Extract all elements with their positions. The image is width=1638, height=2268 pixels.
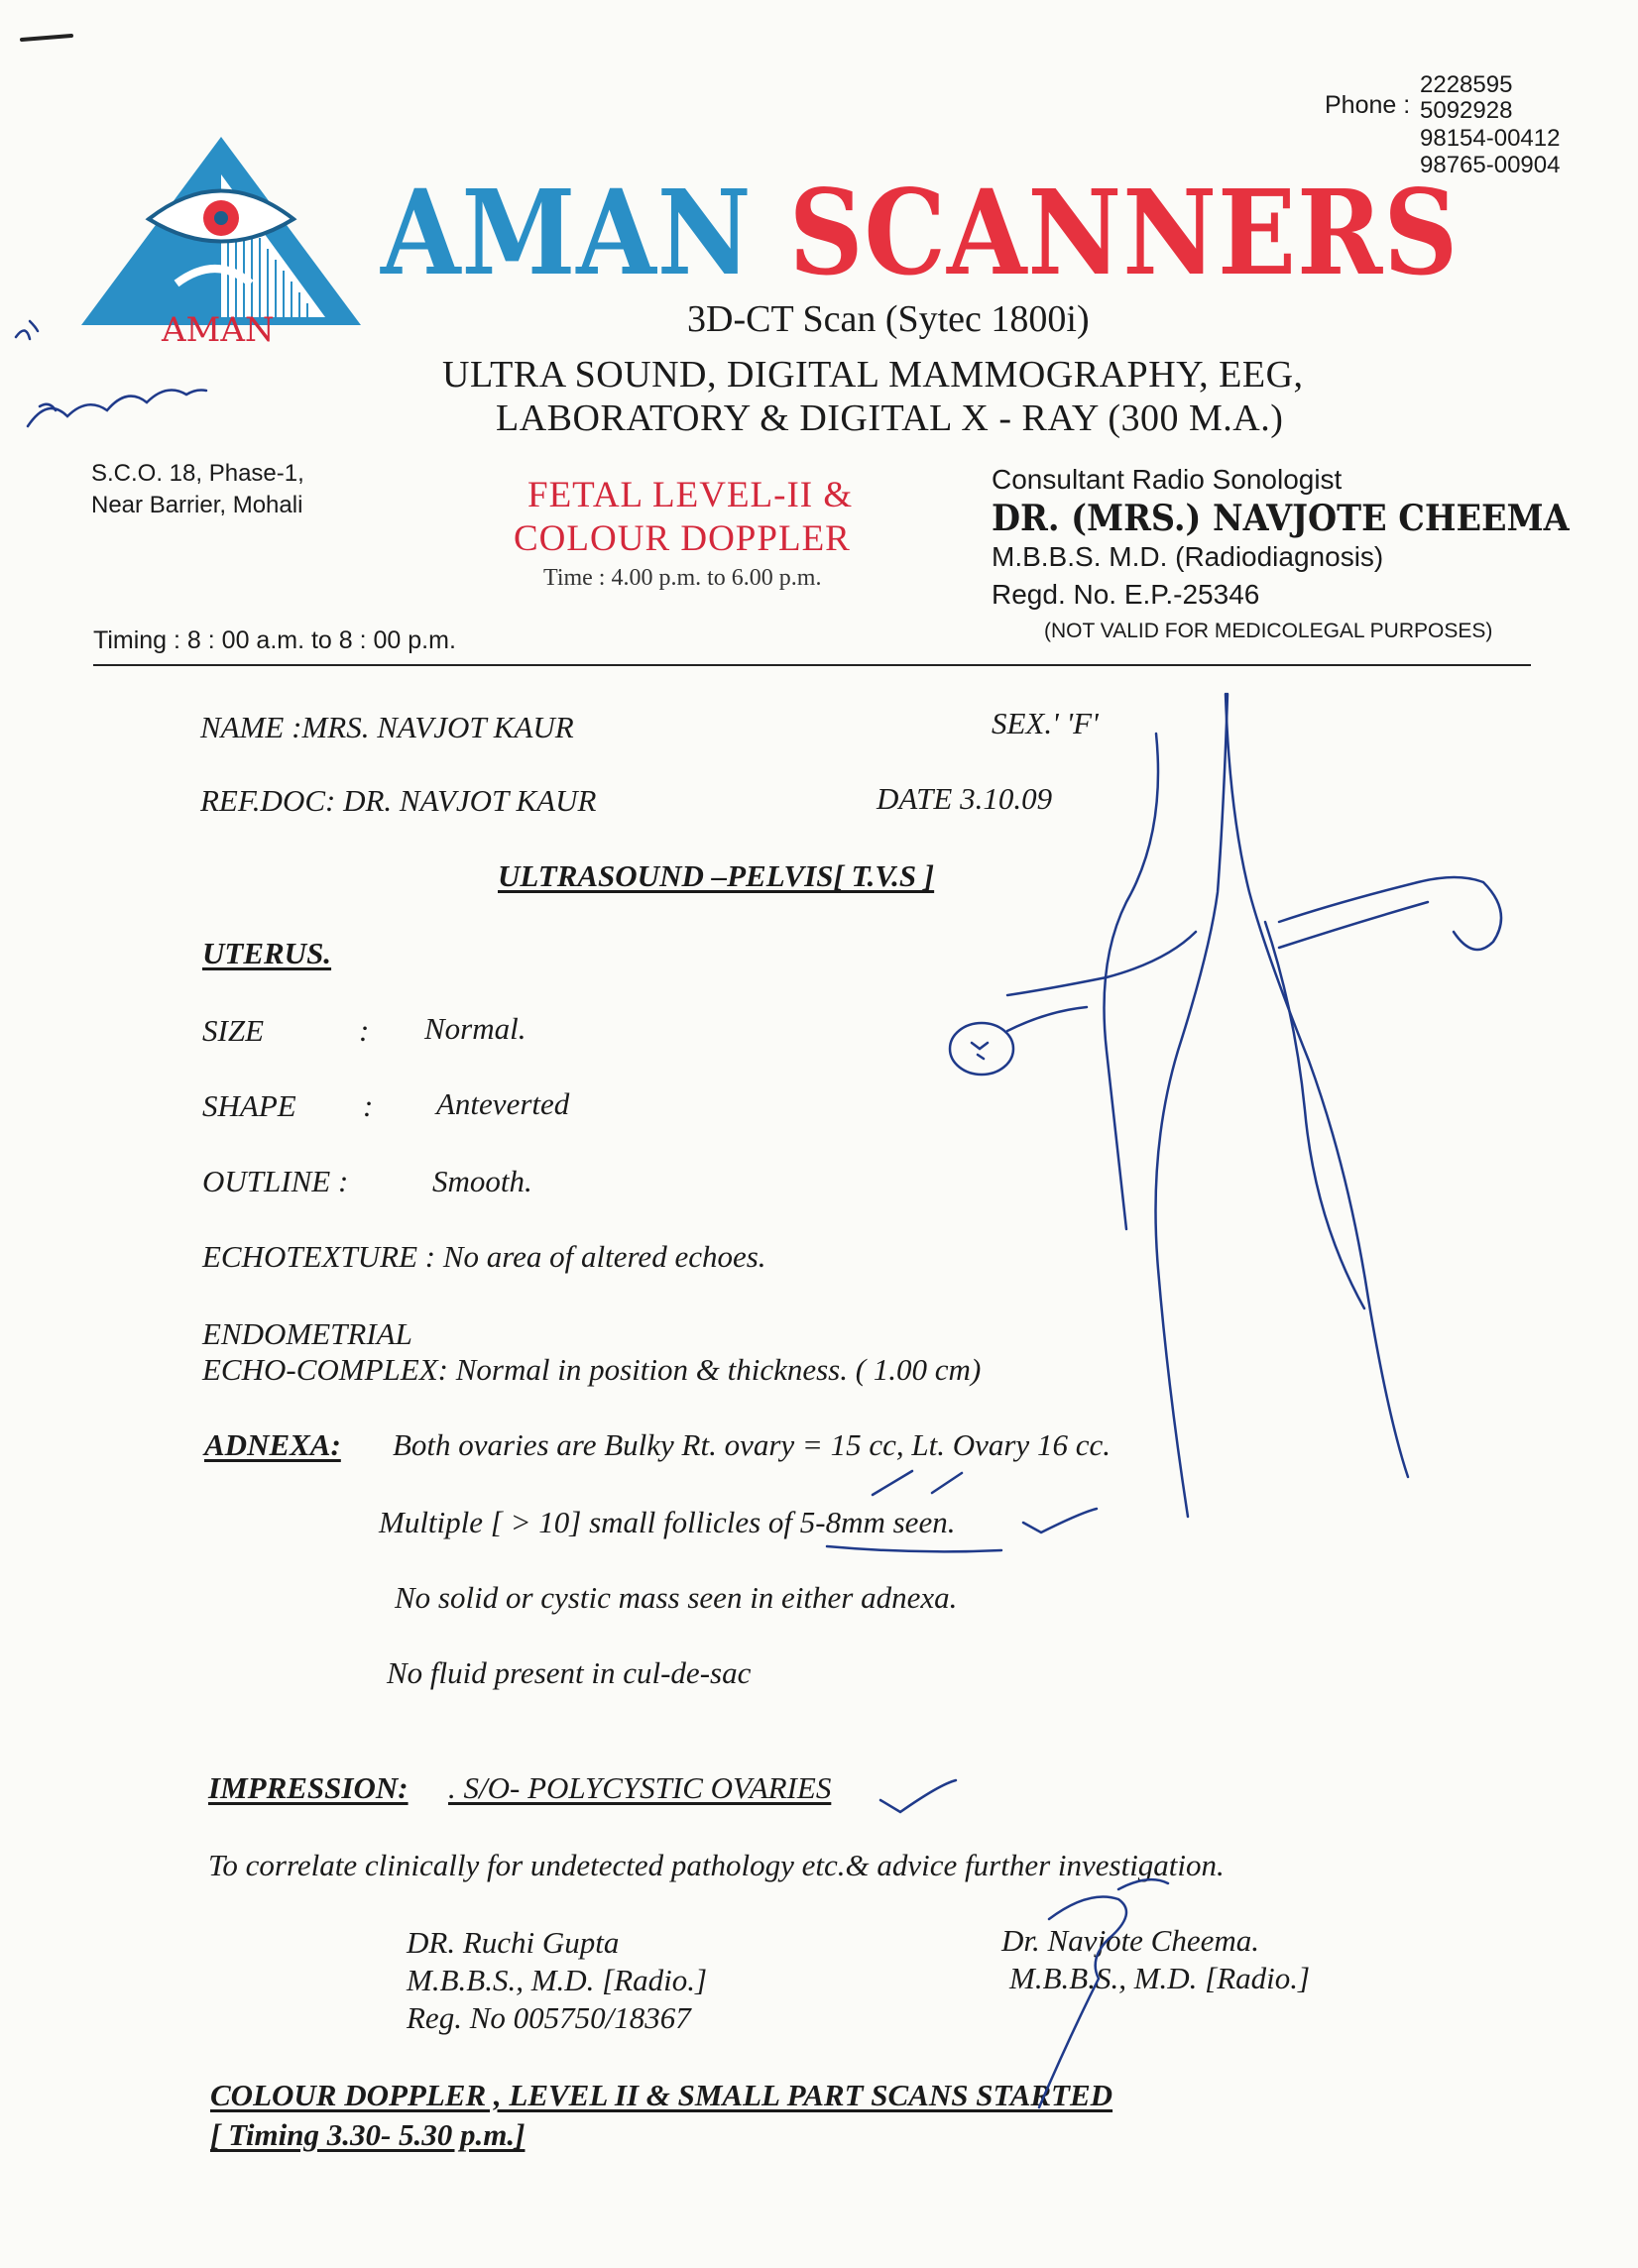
address-line-1: S.C.O. 18, Phase-1, (91, 460, 304, 487)
colour-doppler-line: COLOUR DOPPLER (514, 518, 851, 559)
not-valid-notice: (NOT VALID FOR MEDICOLEGAL PURPOSES) (1044, 620, 1493, 642)
outline-value: Smooth. (432, 1164, 532, 1198)
fetal-time: Time : 4.00 p.m. to 6.00 p.m. (543, 565, 822, 591)
ct-scan-line: 3D-CT Scan (Sytec 1800i) (687, 298, 1090, 340)
adnexa-line-1: Both ovaries are Bulky Rt. ovary = 15 cc, Lt. Ovary 16 cc. (393, 1427, 1111, 1462)
logo-text: AMAN (162, 310, 275, 350)
signatory-left-name: DR. Ruchi Gupta (407, 1925, 620, 1960)
address-line-2: Near Barrier, Mohali (91, 492, 303, 518)
signatory-left-reg: Reg. No 005750/18367 (407, 2000, 691, 2035)
size-label: SIZE (202, 1013, 264, 1048)
impression-label: IMPRESSION: (208, 1770, 409, 1805)
phone-number-2: 5092928 (1420, 97, 1513, 124)
fetal-level-line: FETAL LEVEL-II & (527, 475, 854, 515)
size-value: Normal. (424, 1011, 526, 1046)
services-line-2: LABORATORY & DIGITAL X - RAY (300 M.A.) (496, 397, 1284, 439)
adnexa-line-3: No solid or cystic mass seen in either adnexa. (395, 1580, 958, 1615)
brand-title (381, 164, 1459, 301)
phone-number-1: 2228595 (1420, 71, 1513, 98)
shape-label: SHAPE (202, 1088, 296, 1123)
consultant-title: Consultant Radio Sonologist (992, 464, 1343, 495)
header-divider (93, 664, 1531, 666)
patient-name: NAME :MRS. NAVJOT KAUR (200, 710, 574, 744)
consultant-degree: M.B.B.S. M.D. (Radiodiagnosis) (992, 541, 1384, 572)
brand-title-scanners: SCANNERS (788, 164, 1460, 301)
endometrial-line-1: ENDOMETRIAL (202, 1316, 412, 1351)
signatory-left-degree: M.B.B.S., M.D. [Radio.] (407, 1963, 708, 1997)
footer-line-2: [ Timing 3.30- 5.30 p.m.] (210, 2117, 526, 2152)
phone-number-3: 98154-00412 (1420, 125, 1561, 152)
aman-eye-logo (77, 135, 365, 333)
patient-sex: SEX.' 'F' (992, 706, 1099, 740)
outline-label: OUTLINE : (202, 1164, 349, 1198)
report-date: DATE 3.10.09 (877, 781, 1053, 816)
adnexa-line-4: No fluid present in cul-de-sac (387, 1655, 752, 1690)
impression-value: . S/O- POLYCYSTIC OVARIES (448, 1770, 832, 1805)
brand-title-aman: AMAN (381, 164, 753, 301)
signatory-right-name: Dr. Navjote Cheema. (1001, 1923, 1260, 1958)
signatory-right-degree: M.B.B.S., M.D. [Radio.] (1009, 1961, 1311, 1995)
correlate-note: To correlate clinically for undetected pathology etc.& advice further investigation. (208, 1848, 1225, 1882)
adnexa-heading: ADNEXA: (204, 1427, 341, 1462)
phone-label: Phone : (1325, 91, 1411, 119)
adnexa-line-2: Multiple [ > 10] small follicles of 5-8mm seen. (379, 1505, 956, 1539)
echotexture-line: ECHOTEXTURE : No area of altered echoes. (202, 1239, 766, 1274)
consultant-regd: Regd. No. E.P.-25346 (992, 579, 1260, 610)
size-colon: : (359, 1013, 370, 1048)
report-title: ULTRASOUND –PELVIS[ T.V.S ] (498, 858, 935, 893)
phone-number-4: 98765-00904 (1420, 152, 1561, 178)
endometrial-line-2: ECHO-COMPLEX: Normal in position & thickness. ( 1.00 cm) (202, 1352, 982, 1387)
referring-doctor: REF.DOC: DR. NAVJOT KAUR (200, 783, 597, 818)
consultant-name: DR. (MRS.) NAVJOTE CHEEMA (992, 498, 1570, 539)
footer-line-1: COLOUR DOPPLER , LEVEL II & SMALL PART SCANS STARTED (210, 2078, 1113, 2112)
shape-value: Anteverted (436, 1086, 570, 1121)
clinic-timing: Timing : 8 : 00 a.m. to 8 : 00 p.m. (93, 626, 456, 654)
services-line-1: ULTRA SOUND, DIGITAL MAMMOGRAPHY, EEG, (442, 354, 1304, 396)
uterus-heading: UTERUS. (202, 936, 332, 970)
shape-colon: : (363, 1088, 374, 1123)
